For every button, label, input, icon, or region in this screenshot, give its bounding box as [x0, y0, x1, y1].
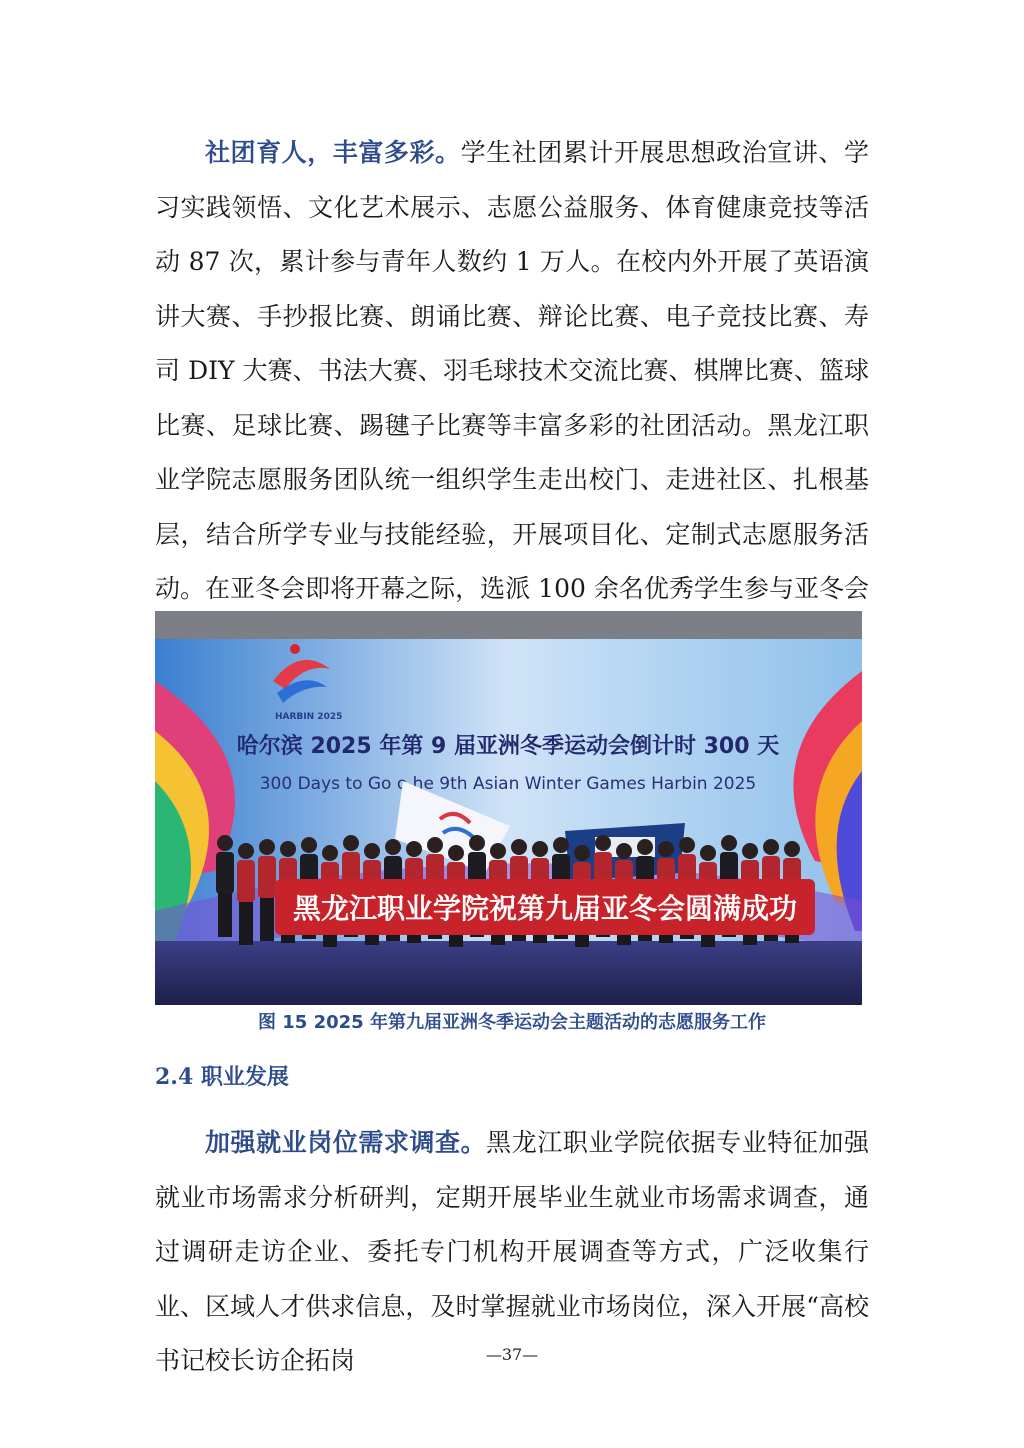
paragraph-club-activities	[155, 126, 869, 671]
screen-title-en: 300 Days to Go o he 9th Asian Winter Games Harbin 2025	[259, 774, 757, 794]
paragraph-body: 黑龙江职业学院依据专业特征加强就业市场需求分析研判，定期开展毕业生就业市场需求调查，通过调研走访企业、委托专门机构开展调查等方式，广泛收集行业、区域人才供求信息，及时掌握就业市场岗位，深入开展“高校书记校长访企拓岗	[155, 1128, 869, 1375]
paragraph-body: 学生社团累计开展思想政治宣讲、学习实践领悟、文化艺术展示、志愿公益服务、体育健康竞技等活动 87 次，累计参与青年人数约 1 万人。在校内外开展了英语演讲大赛、手抄报比赛、朗诵比赛、辩论比赛、电子竞技比赛、寿司 DIY 大赛、书法大赛、羽毛球技术交流比赛、棋牌比赛、篮球比赛、足球比赛、踢毽子比赛等丰富多彩的社团活动。黑龙江职业学院志愿服务团队统一组织学生走出校门、走进社区、扎根基层，结合所学专业与技能经验，开展项目化、定制式志愿服务活动。在亚冬会即将开幕之际，选派 100 余名优秀学生参与亚冬会	[155, 138, 869, 603]
svg-text:HARBIN 2025: HARBIN 2025	[275, 712, 343, 722]
figure-caption: 图 15 2025 年第九届亚洲冬季运动会主题活动的志愿服务工作	[258, 1012, 766, 1033]
section-heading: 2.4 职业发展	[155, 1064, 289, 1090]
screen-title-cn: 哈尔滨 2025 年第 9 届亚洲冬季运动会倒计时 300 天	[236, 734, 780, 759]
banner-text: 黑龙江职业学院祝第九届亚冬会圆满成功	[292, 892, 798, 925]
page-number: —37—	[485, 1345, 539, 1364]
event-photo	[155, 611, 862, 1005]
paragraph-lead: 加强就业岗位需求调查。	[205, 1128, 487, 1157]
paragraph-lead: 社团育人，丰富多彩。	[205, 138, 461, 167]
banner	[275, 879, 815, 935]
